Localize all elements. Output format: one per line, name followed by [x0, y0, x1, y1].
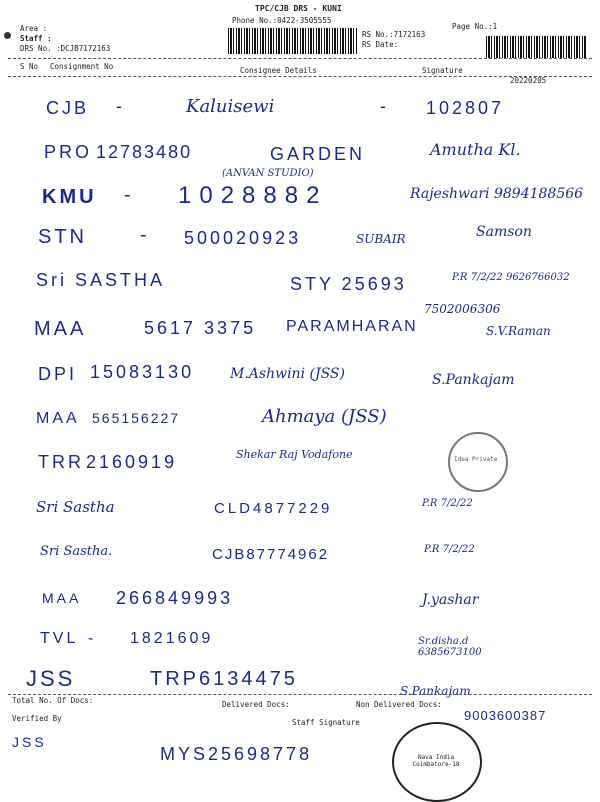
entry-extra: 102807: [426, 98, 505, 118]
footer-place: JSS: [12, 734, 47, 750]
entry-number: 565156227: [92, 410, 181, 426]
entry-signature: Amutha Kl.: [430, 140, 521, 159]
entry-number: 500020923: [184, 228, 302, 248]
header-rule-bottom: [8, 76, 592, 77]
entry-number: 15083130: [90, 362, 195, 382]
entry-place: JSS: [26, 666, 76, 691]
col-consignee: Consignee Details: [240, 66, 317, 75]
entry-place: Sri SASTHA: [36, 270, 166, 290]
entry-number: 2160919: [86, 452, 178, 472]
footer-rule: [8, 694, 592, 695]
entry-signature: Rajeshwari 9894188566: [410, 186, 584, 202]
entry-signature: P.R 7/2/22 9626766032: [452, 272, 570, 283]
entry-name: GARDEN: [270, 144, 366, 164]
institute-stamp: [392, 722, 482, 802]
entry-place: MAA: [36, 410, 80, 427]
entry-signature: P.R 7/2/22: [422, 498, 473, 509]
entry-number: Kaluisewi: [186, 96, 275, 117]
entry-place: TVL: [40, 630, 79, 647]
entry-place: TRR: [38, 452, 84, 472]
entry-dash: -: [116, 96, 125, 116]
entry-number: 1821609: [130, 630, 214, 647]
entry-signature: S.Pankajam: [432, 372, 515, 388]
entry-place: MAA: [42, 590, 82, 606]
entry-dash: -: [124, 184, 134, 206]
report-title: TPC/CJB DRS - KUNI: [255, 4, 342, 13]
stamp-inner-text: Nava India Coimbatore-18: [412, 754, 460, 768]
entry-signature: J.yashar: [422, 592, 479, 608]
date-code: 20220205: [510, 76, 547, 85]
entry-place: Sri Sastha.: [40, 544, 113, 559]
non-delivered-docs: Non Delivered Docs:: [356, 700, 442, 709]
entry-dash: -: [140, 224, 150, 246]
col-signature: Signature: [422, 66, 463, 75]
entry-name: PARAMHARAN: [286, 318, 418, 335]
entry-signature: S.Pankajam: [400, 684, 471, 698]
area-label: Area :: [20, 24, 48, 33]
entry-number: 5617 3375: [144, 318, 257, 338]
entry-place: PRO: [44, 142, 93, 162]
footer-phone: 9003600387: [464, 708, 547, 723]
entry-extra: (ANVAN STUDIO): [222, 168, 314, 179]
entry-place: CJB: [46, 98, 90, 118]
barcode-main: [228, 28, 358, 54]
entry-dash: -: [380, 96, 389, 116]
entry-name: SUBAIR: [356, 232, 406, 246]
delivered-docs: Delivered Docs:: [222, 700, 290, 709]
entry-place: KMU: [42, 186, 97, 208]
header-rule-top: [8, 58, 592, 59]
entry-number: 12783480: [96, 142, 193, 162]
rs-date: RS Date:: [362, 40, 399, 49]
entry-number: TRP6134475: [150, 668, 298, 690]
punch-hole-top: [4, 32, 11, 39]
staff-signature-label: Staff Signature: [292, 718, 360, 727]
staff-label: Staff :: [20, 34, 52, 43]
entry-number: 266849993: [116, 588, 234, 608]
entry-signature: Sr.disha.d 6385673100: [418, 636, 482, 658]
entry-signature: P.R 7/2/22: [424, 544, 475, 555]
entry-number: STY 25693: [290, 274, 407, 294]
entry-number: CLD4877229: [214, 500, 333, 517]
page-number: Page No.:1: [452, 22, 498, 31]
verified-by: Verified By: [12, 714, 62, 723]
entry-signature: Samson: [476, 224, 532, 240]
drs-number: DRS No. :DCJB7172163: [20, 44, 111, 53]
entry-signature: S.V.Raman: [486, 324, 551, 338]
stamp-network-text: Idea Private: [454, 456, 498, 463]
entry-place: MAA: [34, 318, 87, 340]
entry-name: Shekar Raj Vodafone: [236, 448, 353, 461]
col-consignment: Consignment No: [50, 62, 114, 71]
network-stamp: [448, 432, 508, 492]
rs-number: RS No.:7172163: [362, 30, 426, 39]
entry-dash: -: [88, 630, 97, 647]
total-docs: Total No. Of Docs:: [12, 696, 94, 705]
entry-extra: 7502006306: [424, 302, 501, 316]
entry-place: STN: [38, 226, 87, 248]
entry-number: 1028882: [178, 182, 328, 209]
footer-number: MYS25698778: [160, 744, 313, 764]
entry-number: CJB87774962: [212, 546, 330, 563]
col-sno: S No: [20, 62, 39, 71]
entry-name: Ahmaya (JSS): [262, 406, 387, 427]
phone-number: Phone No.:0422-3505555: [232, 16, 332, 25]
barcode-right: [486, 36, 586, 58]
entry-place: Sri Sastha: [36, 498, 115, 516]
entry-place: DPI: [38, 364, 78, 384]
entry-name: M.Ashwini (JSS): [230, 366, 345, 382]
